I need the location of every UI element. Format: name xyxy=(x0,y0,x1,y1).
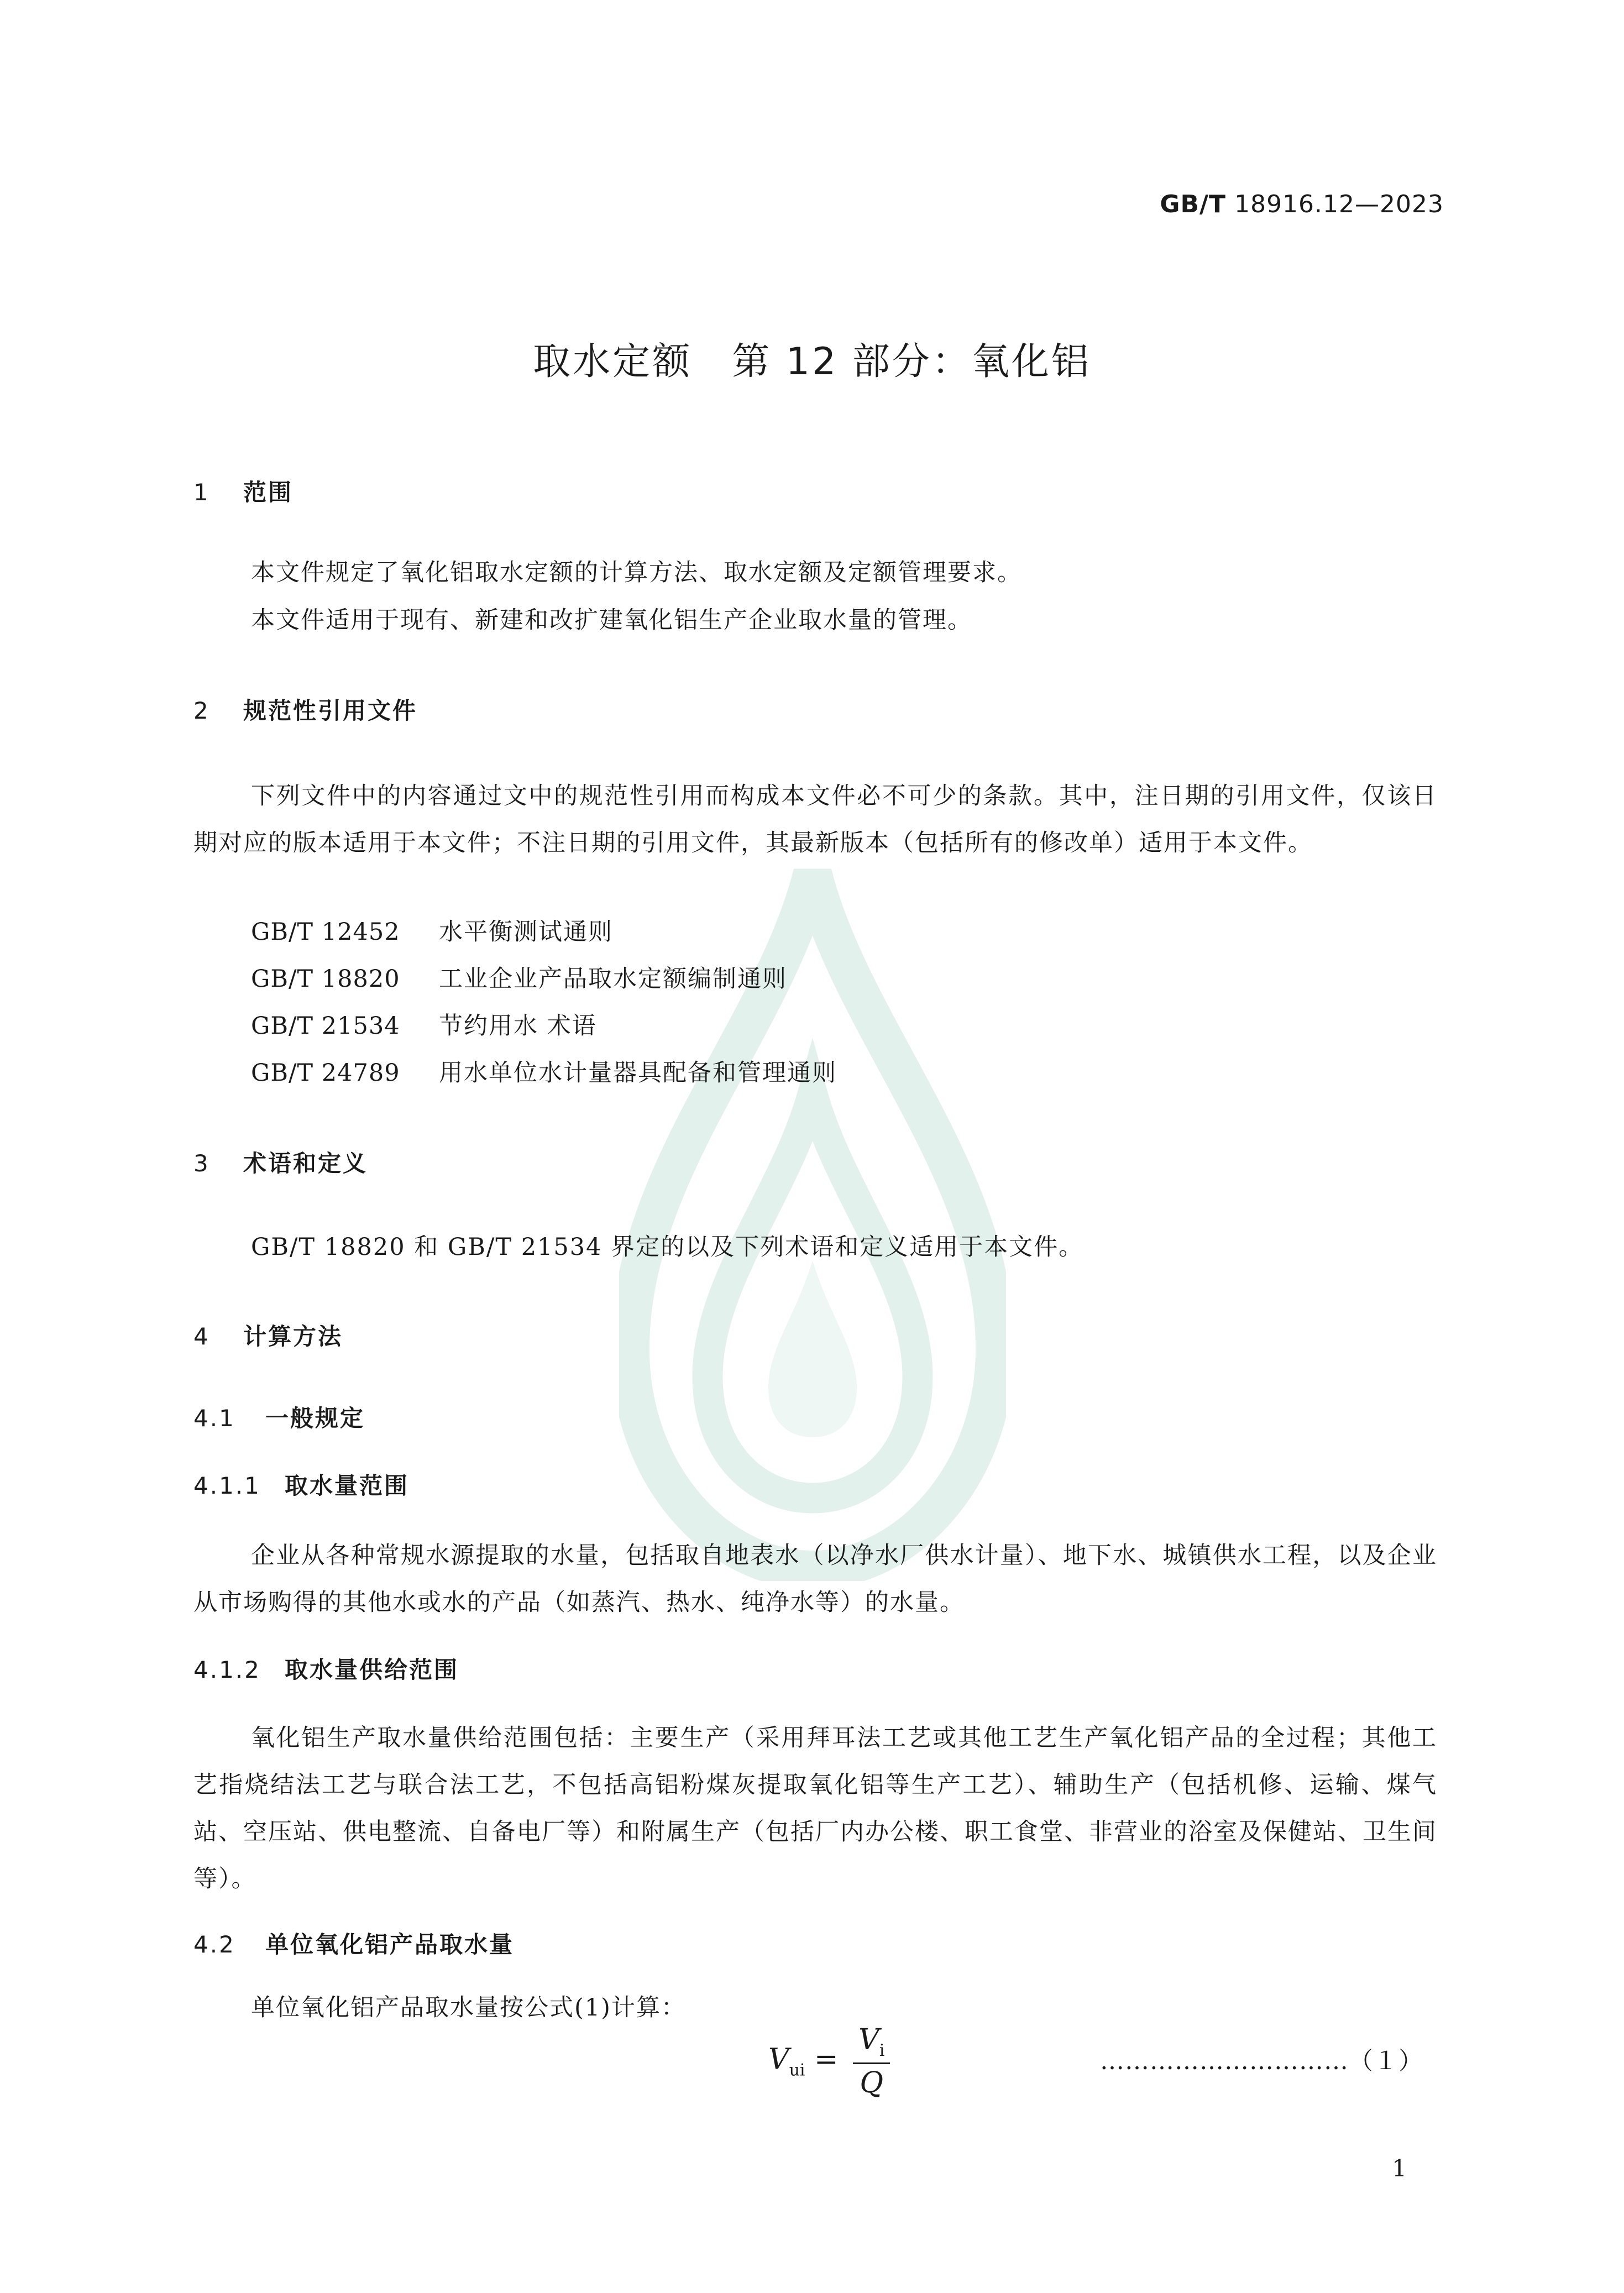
formula-lhs: V xyxy=(768,2043,789,2076)
reference-item xyxy=(251,1054,837,1088)
section-number: 4.1 xyxy=(193,1405,235,1432)
subsection-4-1-2-heading xyxy=(193,1652,459,1685)
paragraph: 企业从各种常规水源提取的水量，包括取自地表水（以净水厂供水计量）、地下水、城镇供水工程，以及企业从市场购得的其他水或水的产品（如蒸汽、热水、纯净水等）的水量。 xyxy=(193,1542,1437,1616)
section-number: 1 xyxy=(193,479,210,506)
standard-number: 18916.12—2023 xyxy=(1234,190,1444,218)
reference-title: 水平衡测试通则 xyxy=(439,918,613,946)
reference-code: GB/T 12452 xyxy=(251,918,400,946)
reference-item xyxy=(251,1007,597,1041)
section-number: 4.2 xyxy=(193,1931,235,1958)
reference-title: 节约用水 术语 xyxy=(439,1012,597,1040)
section-title: 规范性引用文件 xyxy=(243,697,418,724)
standard-identifier xyxy=(1160,190,1444,218)
section-title: 术语和定义 xyxy=(243,1150,368,1177)
formula-denominator: Q xyxy=(860,2066,884,2100)
section-4-heading xyxy=(193,1318,343,1352)
section-title: 计算方法 xyxy=(243,1323,343,1350)
section-title: 取水量范围 xyxy=(285,1472,410,1499)
reference-item xyxy=(251,913,613,947)
formula-numerator xyxy=(853,2023,890,2064)
page-number: 1 xyxy=(1392,2155,1407,2182)
formula-fraction xyxy=(853,2023,890,2100)
reference-item xyxy=(251,960,787,994)
section-3-heading xyxy=(193,1145,368,1179)
reference-code: GB/T 24789 xyxy=(251,1059,400,1087)
equation-tag: …………………………（１） xyxy=(1100,2047,1423,2075)
section-number: 2 xyxy=(193,697,210,724)
section-title: 取水量供给范围 xyxy=(285,1656,459,1683)
section-number: 4 xyxy=(193,1323,210,1350)
section-title: 一般规定 xyxy=(265,1405,365,1432)
section-2-heading xyxy=(193,693,417,726)
section-number: 3 xyxy=(193,1150,210,1177)
section-title: 范围 xyxy=(243,479,294,506)
standard-prefix: GB/T xyxy=(1160,190,1227,218)
subsection-4-2-heading xyxy=(193,1926,514,1960)
reference-code: GB/T 18820 xyxy=(251,965,400,993)
reference-title: 用水单位水计量器具配备和管理通则 xyxy=(439,1059,837,1087)
numerator-symbol: V xyxy=(858,2023,879,2056)
subsection-4-1-heading xyxy=(193,1400,365,1433)
paragraph: GB/T 18820 和 GB/T 21534 界定的以及下列术语和定义适用于本文件。 xyxy=(251,1233,1084,1261)
section-number: 4.1.1 xyxy=(193,1472,261,1499)
subsection-4-1-1-heading xyxy=(193,1468,409,1501)
formula-lhs-subscript: ui xyxy=(789,2060,805,2080)
formula-equals: = xyxy=(814,2043,839,2076)
document-title: 取水定额 第 12 部分：氧化铝 xyxy=(533,340,1091,384)
paragraph: 单位氧化铝产品取水量按公式(1)计算： xyxy=(251,1994,686,2022)
paragraph: 本文件适用于现有、新建和改扩建氧化铝生产企业取水量的管理。 xyxy=(251,606,972,634)
formula-1 xyxy=(768,2023,890,2100)
paragraph: 氧化铝生产取水量供给范围包括：主要生产（采用拜耳法工艺或其他工艺生产氧化铝产品的全过程；其他工艺指烧结法工艺与联合法工艺，不包括高铝粉煤灰提取氧化铝等生产工艺）、辅助生产（包括机修、运输、煤气站、空压站、供电整流、自备电厂等）和附属生产（包括厂内办公楼、职工食堂、非营业的浴室及保健站、卫生间等）。 xyxy=(193,1724,1437,1893)
numerator-subscript: i xyxy=(879,2041,885,2060)
paragraph: 本文件规定了氧化铝取水定额的计算方法、取水定额及定额管理要求。 xyxy=(251,559,1022,587)
reference-title: 工业企业产品取水定额编制通则 xyxy=(439,965,787,993)
section-number: 4.1.2 xyxy=(193,1656,261,1683)
section-1-heading xyxy=(193,474,293,507)
reference-code: GB/T 21534 xyxy=(251,1012,400,1040)
section-title: 单位氧化铝产品取水量 xyxy=(265,1931,515,1958)
paragraph: 下列文件中的内容通过文中的规范性引用而构成本文件必不可少的条款。其中，注日期的引用文件，仅该日期对应的版本适用于本文件；不注日期的引用文件，其最新版本（包括所有的修改单）适用于本文件。 xyxy=(193,782,1437,857)
